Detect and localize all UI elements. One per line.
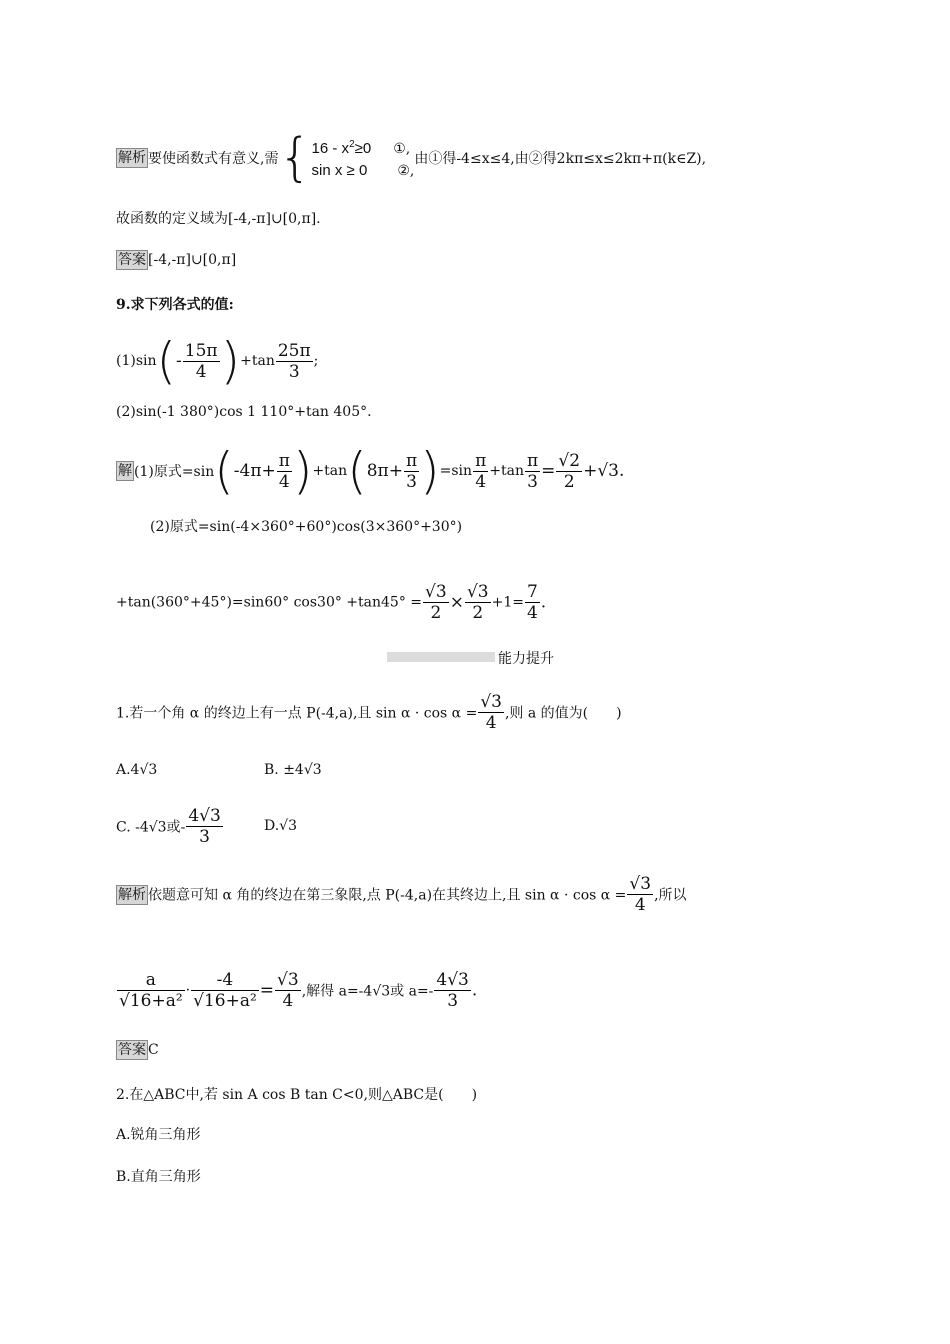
sol9-tail: +√3. xyxy=(583,461,625,481)
paren-open: ( xyxy=(347,442,367,500)
fraction-15pi-4 xyxy=(183,341,220,382)
fraction-sqrt3-4b xyxy=(627,874,653,915)
frac-den: 2 xyxy=(430,603,442,623)
q1-solution-line-1 xyxy=(116,874,687,915)
q1-solution-line-2 xyxy=(116,970,477,1011)
fraction-sqrt3-4 xyxy=(478,692,504,733)
solution-after: 由①得-4≤x≤4,由②得2kπ≤x≤2kπ+π(k∈Z), xyxy=(414,151,707,167)
ineq1-exp: 2 xyxy=(349,139,355,150)
frac-num: π xyxy=(278,450,290,471)
paren-close: ) xyxy=(420,442,440,500)
frac-den: 3 xyxy=(527,471,538,492)
frac-den: 2 xyxy=(563,471,575,492)
fraction-pi-4b xyxy=(473,451,488,492)
option-c-text: C. -4√3或- xyxy=(116,819,186,836)
frac-den: 3 xyxy=(288,361,300,382)
frac-den: √16+a² xyxy=(193,991,257,1011)
sol9-in1: -4π+ xyxy=(233,461,276,481)
frac-den: 3 xyxy=(406,471,417,492)
frac-num: √3 xyxy=(466,582,489,602)
solution-tag: 解 xyxy=(118,463,132,479)
domain-conclusion: 故函数的定义域为[-4,-π]∪[0,π]. xyxy=(116,211,321,227)
sol9-eq: = xyxy=(541,461,556,481)
q1-sol-b-end: ,解得 a=-4√3或 a=- xyxy=(301,983,434,1000)
frac-num: √3 xyxy=(425,582,447,602)
analysis-tag: 解析 xyxy=(118,886,146,903)
paren-close: ) xyxy=(220,332,241,390)
fraction-pi-3b xyxy=(525,451,540,492)
option-a: A.4√3 xyxy=(116,762,158,778)
solution-9-line-2: (2)原式=sin(-4×360°+60°)cos(3×360°+30°) xyxy=(150,519,463,535)
section-bar xyxy=(387,652,495,662)
solution-9-line-1 xyxy=(116,442,624,500)
frac-den: 4 xyxy=(634,895,646,915)
sol9-b2: +tan(360°+45°)=sin60° cos30° +tan45° = xyxy=(116,594,423,611)
circled-1: ①, xyxy=(393,141,411,157)
frac-den: 3 xyxy=(199,827,210,847)
paren-close: ) xyxy=(292,442,313,500)
equals: = xyxy=(259,980,275,1001)
solution-intro: 要使函数式有意义,需 xyxy=(148,151,279,167)
fraction-sqrt3-2b xyxy=(465,582,491,623)
frac-num: π xyxy=(526,450,539,471)
inequality-1 xyxy=(312,140,372,157)
sol9-eq-sin: =sin xyxy=(439,463,473,479)
frac-num: √3 xyxy=(277,970,299,990)
answer-1-text: [-4,-π]∪[0,π] xyxy=(148,252,237,268)
fraction-sqrt2-2 xyxy=(556,451,582,492)
circled-2: ②, xyxy=(397,163,415,179)
option-b: B. ±4√3 xyxy=(264,762,322,778)
fraction-sqrt3-4c xyxy=(275,970,301,1011)
fraction-4sqrt3-3b xyxy=(434,970,470,1011)
option-d: D.√3 xyxy=(264,818,298,834)
frac-den: 4 xyxy=(485,713,497,733)
frac-den: 4 xyxy=(278,471,290,492)
q1-sol-a-end: ,所以 xyxy=(654,887,687,904)
sol9-in2: 8π+ xyxy=(366,461,403,481)
frac-den: 4 xyxy=(475,471,487,492)
times-sign: × xyxy=(449,592,464,613)
q1-stem-text: 1.若一个角 α 的终边上有一点 P(-4,a),且 sin α · cos α = xyxy=(116,705,478,722)
ineq1-rel: ≥0 xyxy=(354,140,372,157)
option-c xyxy=(116,806,224,847)
fraction-25pi-3 xyxy=(276,341,313,382)
left-brace: { xyxy=(278,128,312,188)
sol9-tan: +tan xyxy=(312,463,348,479)
solution-9-line-3 xyxy=(116,582,546,623)
question-9-part-1 xyxy=(116,332,318,390)
inequality-system xyxy=(312,134,415,182)
q9-minus: - xyxy=(176,351,182,371)
question-9-title: 9.求下列各式的值: xyxy=(116,297,234,313)
answer-tag: 答案 xyxy=(118,252,146,268)
fraction-7-4 xyxy=(525,582,540,623)
q9-s1-prefix: (1)sin xyxy=(116,353,157,369)
frac-num: √3 xyxy=(480,692,502,712)
frac-den: 4 xyxy=(526,603,538,623)
analysis-tag: 解析 xyxy=(118,150,146,166)
solution-line-1 xyxy=(116,128,707,188)
period: . xyxy=(471,980,478,1001)
fraction-a-root xyxy=(117,970,185,1011)
ineq1-body: 16 - x xyxy=(311,140,350,157)
paren-open: ( xyxy=(156,332,177,390)
q2-option-b: B.直角三角形 xyxy=(116,1169,201,1185)
answer-line-1 xyxy=(116,250,236,270)
fraction-neg4-root xyxy=(191,970,259,1011)
paren-open: ( xyxy=(214,442,234,500)
frac-num: -4 xyxy=(191,970,259,991)
frac-den: √16+a² xyxy=(119,991,183,1011)
frac-den: 4 xyxy=(282,991,294,1011)
inequality-2: sin x ≥ 0 xyxy=(311,162,368,179)
frac-num: √2 xyxy=(558,450,581,471)
question-1-stem xyxy=(116,692,622,733)
q9-semicolon: ; xyxy=(313,353,319,369)
answer-line-q1 xyxy=(116,1040,159,1060)
frac-den: 2 xyxy=(472,603,484,623)
fraction-4sqrt3-3 xyxy=(186,806,222,847)
fraction-pi-4 xyxy=(277,451,292,492)
frac-num: π xyxy=(475,450,487,471)
sol9-plus-tan: +tan xyxy=(489,463,524,479)
section-title: 能力提升 xyxy=(498,651,554,667)
fraction-sqrt3-2 xyxy=(423,582,449,623)
dot-operator: · xyxy=(185,982,191,999)
frac-num: 15π xyxy=(184,340,218,361)
frac-num: 7 xyxy=(526,582,538,602)
frac-num: √3 xyxy=(629,874,652,894)
frac-num: 25π xyxy=(277,340,311,361)
q1-stem-end: ,则 a 的值为( ) xyxy=(504,705,622,722)
frac-num: a xyxy=(117,970,185,991)
period: . xyxy=(540,592,547,613)
frac-num: 4√3 xyxy=(436,970,469,990)
q2-option-a: A.锐角三角形 xyxy=(116,1127,201,1143)
question-2-stem: 2.在△ABC中,若 sin A cos B tan C<0,则△ABC是( ) xyxy=(116,1087,478,1103)
answer-tag: 答案 xyxy=(118,1042,146,1058)
frac-num: 4√3 xyxy=(188,806,221,826)
plus-one: +1= xyxy=(491,594,524,611)
q1-sol-a: 依题意可知 α 角的终边在第三象限,点 P(-4,a)在其终边上,且 sin α · cos α = xyxy=(148,887,627,904)
frac-num: π xyxy=(405,450,418,471)
fraction-pi-3 xyxy=(404,451,419,492)
sol9-a1: (1)原式=sin xyxy=(134,464,215,480)
frac-den: 4 xyxy=(195,361,207,382)
answer-q1-text: C xyxy=(148,1042,159,1058)
frac-den: 3 xyxy=(447,991,459,1011)
q9-tan: +tan xyxy=(240,353,275,369)
question-9-part-2: (2)sin(-1 380°)cos 1 110°+tan 405°. xyxy=(116,404,372,420)
